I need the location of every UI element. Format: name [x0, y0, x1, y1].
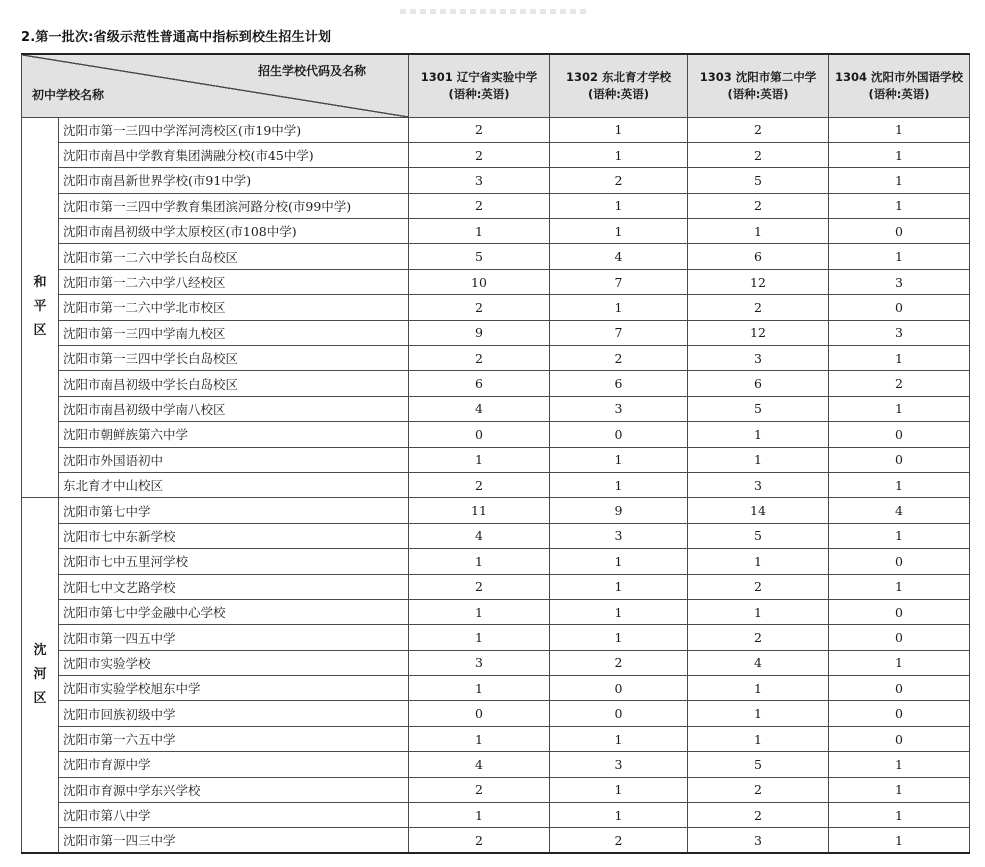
- junior-school-name: 沈阳市第七中学金融中心学校: [59, 599, 409, 624]
- quota-cell: 2: [688, 193, 829, 218]
- junior-school-name: 沈阳市第一三四中学教育集团滨河路分校(市99中学): [59, 193, 409, 218]
- table-row: [22, 447, 970, 472]
- quota-cell: 1: [550, 295, 688, 320]
- quota-cell: 6: [409, 371, 550, 396]
- quota-cell: 2: [409, 142, 550, 167]
- quota-cell: 5: [688, 523, 829, 548]
- header-school-1302: [550, 54, 688, 117]
- quota-cell: 3: [688, 346, 829, 371]
- junior-school-name: 沈阳市第一三四中学南九校区: [59, 320, 409, 345]
- quota-cell: 1: [829, 828, 970, 853]
- quota-cell: 1: [550, 142, 688, 167]
- header-school-1304: [829, 54, 970, 117]
- quota-cell: 3: [829, 269, 970, 294]
- quota-cell: 1: [409, 726, 550, 751]
- quota-cell: 1: [409, 549, 550, 574]
- quota-cell: 1: [550, 447, 688, 472]
- quota-cell: 0: [829, 447, 970, 472]
- table-body: [22, 117, 970, 853]
- scan-artifact-line: [400, 9, 590, 14]
- quota-cell: 1: [688, 549, 829, 574]
- quota-cell: 1: [409, 625, 550, 650]
- quota-cell: 0: [829, 599, 970, 624]
- quota-cell: 1: [829, 193, 970, 218]
- quota-cell: 5: [688, 752, 829, 777]
- quota-cell: 0: [550, 676, 688, 701]
- quota-cell: 1: [688, 726, 829, 751]
- quota-cell: 3: [409, 168, 550, 193]
- table-row: [22, 371, 970, 396]
- quota-cell: 1: [829, 244, 970, 269]
- header-school-1303: [688, 54, 829, 117]
- quota-cell: 3: [550, 523, 688, 548]
- quota-cell: 1: [829, 523, 970, 548]
- quota-cell: 1: [829, 752, 970, 777]
- district-char: 沈: [33, 643, 47, 659]
- diagonal-header-cell: [22, 54, 409, 117]
- quota-cell: 12: [688, 320, 829, 345]
- junior-school-name: 沈阳市实验学校旭东中学: [59, 676, 409, 701]
- quota-cell: 2: [688, 777, 829, 802]
- table-row: [22, 574, 970, 599]
- table-row: [22, 117, 970, 142]
- quota-cell: 7: [550, 320, 688, 345]
- district-char: 区: [33, 323, 47, 339]
- junior-school-name: 东北育才中山校区: [59, 472, 409, 497]
- school-language: (语种:英语): [868, 86, 930, 101]
- quota-cell: 1: [829, 396, 970, 421]
- quota-cell: 0: [409, 422, 550, 447]
- table-row: [22, 193, 970, 218]
- table-row: [22, 752, 970, 777]
- quota-cell: 1: [829, 574, 970, 599]
- school-name: 1301 辽宁省实验中学: [420, 69, 538, 84]
- quota-cell: 1: [688, 447, 829, 472]
- junior-school-name: 沈阳市第一二六中学长白岛校区: [59, 244, 409, 269]
- header-junior-school-label: 初中学校名称: [32, 87, 105, 102]
- table-header-row: [22, 54, 970, 117]
- quota-cell: 2: [409, 193, 550, 218]
- district-char: 区: [33, 691, 47, 707]
- quota-cell: 1: [829, 650, 970, 675]
- quota-cell: 2: [688, 625, 829, 650]
- quota-cell: 1: [409, 599, 550, 624]
- quota-cell: 0: [829, 219, 970, 244]
- school-language: (语种:英语): [448, 86, 510, 101]
- quota-cell: 4: [550, 244, 688, 269]
- quota-cell: 2: [409, 574, 550, 599]
- quota-cell: 2: [688, 142, 829, 167]
- table-row: [22, 650, 970, 675]
- quota-cell: 0: [829, 701, 970, 726]
- junior-school-name: 沈阳市外国语初中: [59, 447, 409, 472]
- quota-cell: 2: [829, 371, 970, 396]
- school-name: 1303 沈阳市第二中学: [699, 69, 817, 84]
- district-char: 平: [33, 299, 47, 315]
- junior-school-name: 沈阳市第七中学: [59, 498, 409, 523]
- quota-cell: 1: [829, 777, 970, 802]
- quota-cell: 4: [409, 523, 550, 548]
- table-row: [22, 422, 970, 447]
- quota-cell: 4: [409, 752, 550, 777]
- district-label: [22, 117, 59, 498]
- quota-cell: 2: [550, 346, 688, 371]
- table-row: [22, 599, 970, 624]
- table-row: [22, 219, 970, 244]
- junior-school-name: 沈阳市第八中学: [59, 803, 409, 828]
- table-row: [22, 701, 970, 726]
- junior-school-name: 沈阳市第一四三中学: [59, 828, 409, 853]
- junior-school-name: 沈阳市育源中学: [59, 752, 409, 777]
- junior-school-name: 沈阳市七中五里河学校: [59, 549, 409, 574]
- quota-cell: 1: [829, 472, 970, 497]
- district-char: 河: [33, 667, 47, 683]
- quota-cell: 0: [829, 676, 970, 701]
- quota-cell: 1: [550, 117, 688, 142]
- quota-cell: 5: [688, 168, 829, 193]
- quota-cell: 4: [688, 650, 829, 675]
- quota-cell: 1: [550, 219, 688, 244]
- table-row: [22, 676, 970, 701]
- quota-cell: 1: [409, 219, 550, 244]
- quota-cell: 3: [829, 320, 970, 345]
- quota-cell: 12: [688, 269, 829, 294]
- quota-cell: 3: [550, 396, 688, 421]
- quota-cell: 1: [550, 549, 688, 574]
- school-language: (语种:英语): [727, 86, 789, 101]
- quota-cell: 14: [688, 498, 829, 523]
- district-label: [22, 498, 59, 853]
- table-row: [22, 244, 970, 269]
- quota-cell: 3: [688, 472, 829, 497]
- table-row: [22, 625, 970, 650]
- junior-school-name: 沈阳市南昌新世界学校(市91中学): [59, 168, 409, 193]
- quota-cell: 2: [550, 168, 688, 193]
- quota-cell: 3: [550, 752, 688, 777]
- table-row: [22, 803, 970, 828]
- quota-cell: 1: [550, 803, 688, 828]
- table-row: [22, 828, 970, 853]
- quota-cell: 2: [409, 472, 550, 497]
- quota-cell: 9: [409, 320, 550, 345]
- quota-cell: 10: [409, 269, 550, 294]
- quota-cell: 1: [829, 346, 970, 371]
- table-row: [22, 269, 970, 294]
- quota-cell: 1: [829, 117, 970, 142]
- junior-school-name: 沈阳市第一四五中学: [59, 625, 409, 650]
- quota-cell: 1: [550, 726, 688, 751]
- quota-cell: 2: [688, 803, 829, 828]
- quota-cell: 1: [550, 777, 688, 802]
- header-school-1301: [409, 54, 550, 117]
- junior-school-name: 沈阳市第一三四中学长白岛校区: [59, 346, 409, 371]
- quota-cell: 1: [550, 574, 688, 599]
- quota-cell: 1: [550, 193, 688, 218]
- table-row: [22, 498, 970, 523]
- table-row: [22, 777, 970, 802]
- junior-school-name: 沈阳市南昌初级中学长白岛校区: [59, 371, 409, 396]
- quota-cell: 6: [688, 371, 829, 396]
- table-row: [22, 295, 970, 320]
- header-enroll-school-label: 招生学校代码及名称: [257, 64, 366, 78]
- quota-table: [21, 53, 970, 854]
- junior-school-name: 沈阳市七中东新学校: [59, 523, 409, 548]
- quota-cell: 7: [550, 269, 688, 294]
- quota-cell: 0: [409, 701, 550, 726]
- quota-cell: 4: [829, 498, 970, 523]
- junior-school-name: 沈阳市育源中学东兴学校: [59, 777, 409, 802]
- junior-school-name: 沈阳市南昌初级中学南八校区: [59, 396, 409, 421]
- quota-cell: 2: [409, 777, 550, 802]
- junior-school-name: 沈阳市回族初级中学: [59, 701, 409, 726]
- quota-cell: 1: [688, 701, 829, 726]
- quota-cell: 9: [550, 498, 688, 523]
- quota-cell: 0: [550, 422, 688, 447]
- table-row: [22, 726, 970, 751]
- school-name: 1302 东北育才学校: [565, 69, 671, 84]
- quota-cell: 5: [688, 396, 829, 421]
- quota-cell: 1: [550, 599, 688, 624]
- quota-cell: 1: [688, 599, 829, 624]
- quota-cell: 2: [688, 295, 829, 320]
- junior-school-name: 沈阳市实验学校: [59, 650, 409, 675]
- quota-cell: 6: [688, 244, 829, 269]
- junior-school-name: 沈阳市第一二六中学北市校区: [59, 295, 409, 320]
- section-title: 2.第一批次:省级示范性普通高中指标到校生招生计划: [21, 30, 332, 45]
- quota-cell: 2: [550, 828, 688, 853]
- quota-cell: 0: [829, 295, 970, 320]
- quota-cell: 3: [409, 650, 550, 675]
- quota-cell: 1: [550, 625, 688, 650]
- junior-school-name: 沈阳七中文艺路学校: [59, 574, 409, 599]
- quota-cell: 1: [688, 422, 829, 447]
- table-row: [22, 168, 970, 193]
- quota-cell: 2: [688, 117, 829, 142]
- quota-cell: 5: [409, 244, 550, 269]
- quota-cell: 1: [829, 142, 970, 167]
- junior-school-name: 沈阳市南昌中学教育集团满融分校(市45中学): [59, 142, 409, 167]
- quota-cell: 1: [409, 803, 550, 828]
- quota-cell: 11: [409, 498, 550, 523]
- quota-cell: 0: [829, 422, 970, 447]
- school-language: (语种:英语): [587, 86, 650, 101]
- table-row: [22, 549, 970, 574]
- table-row: [22, 472, 970, 497]
- junior-school-name: 沈阳市第一三四中学浑河湾校区(市19中学): [59, 117, 409, 142]
- quota-cell: 1: [409, 676, 550, 701]
- quota-cell: 1: [688, 219, 829, 244]
- quota-cell: 0: [550, 701, 688, 726]
- table-row: [22, 346, 970, 371]
- quota-cell: 2: [550, 650, 688, 675]
- quota-cell: 1: [829, 168, 970, 193]
- quota-cell: 3: [688, 828, 829, 853]
- table-row: [22, 320, 970, 345]
- quota-cell: 1: [829, 803, 970, 828]
- quota-cell: 2: [409, 828, 550, 853]
- quota-cell: 2: [409, 346, 550, 371]
- junior-school-name: 沈阳市朝鲜族第六中学: [59, 422, 409, 447]
- quota-cell: 0: [829, 625, 970, 650]
- quota-cell: 0: [829, 549, 970, 574]
- quota-cell: 1: [688, 676, 829, 701]
- table-row: [22, 396, 970, 421]
- quota-cell: 4: [409, 396, 550, 421]
- junior-school-name: 沈阳市第一六五中学: [59, 726, 409, 751]
- quota-cell: 6: [550, 371, 688, 396]
- quota-cell: 1: [409, 447, 550, 472]
- quota-cell: 2: [688, 574, 829, 599]
- quota-cell: 2: [409, 295, 550, 320]
- quota-cell: 1: [550, 472, 688, 497]
- table-row: [22, 523, 970, 548]
- school-name: 1304 沈阳市外国语学校: [834, 69, 963, 84]
- quota-cell: 0: [829, 726, 970, 751]
- junior-school-name: 沈阳市第一二六中学八经校区: [59, 269, 409, 294]
- junior-school-name: 沈阳市南昌初级中学太原校区(市108中学): [59, 219, 409, 244]
- quota-cell: 2: [409, 117, 550, 142]
- district-char: 和: [33, 275, 47, 291]
- table-row: [22, 142, 970, 167]
